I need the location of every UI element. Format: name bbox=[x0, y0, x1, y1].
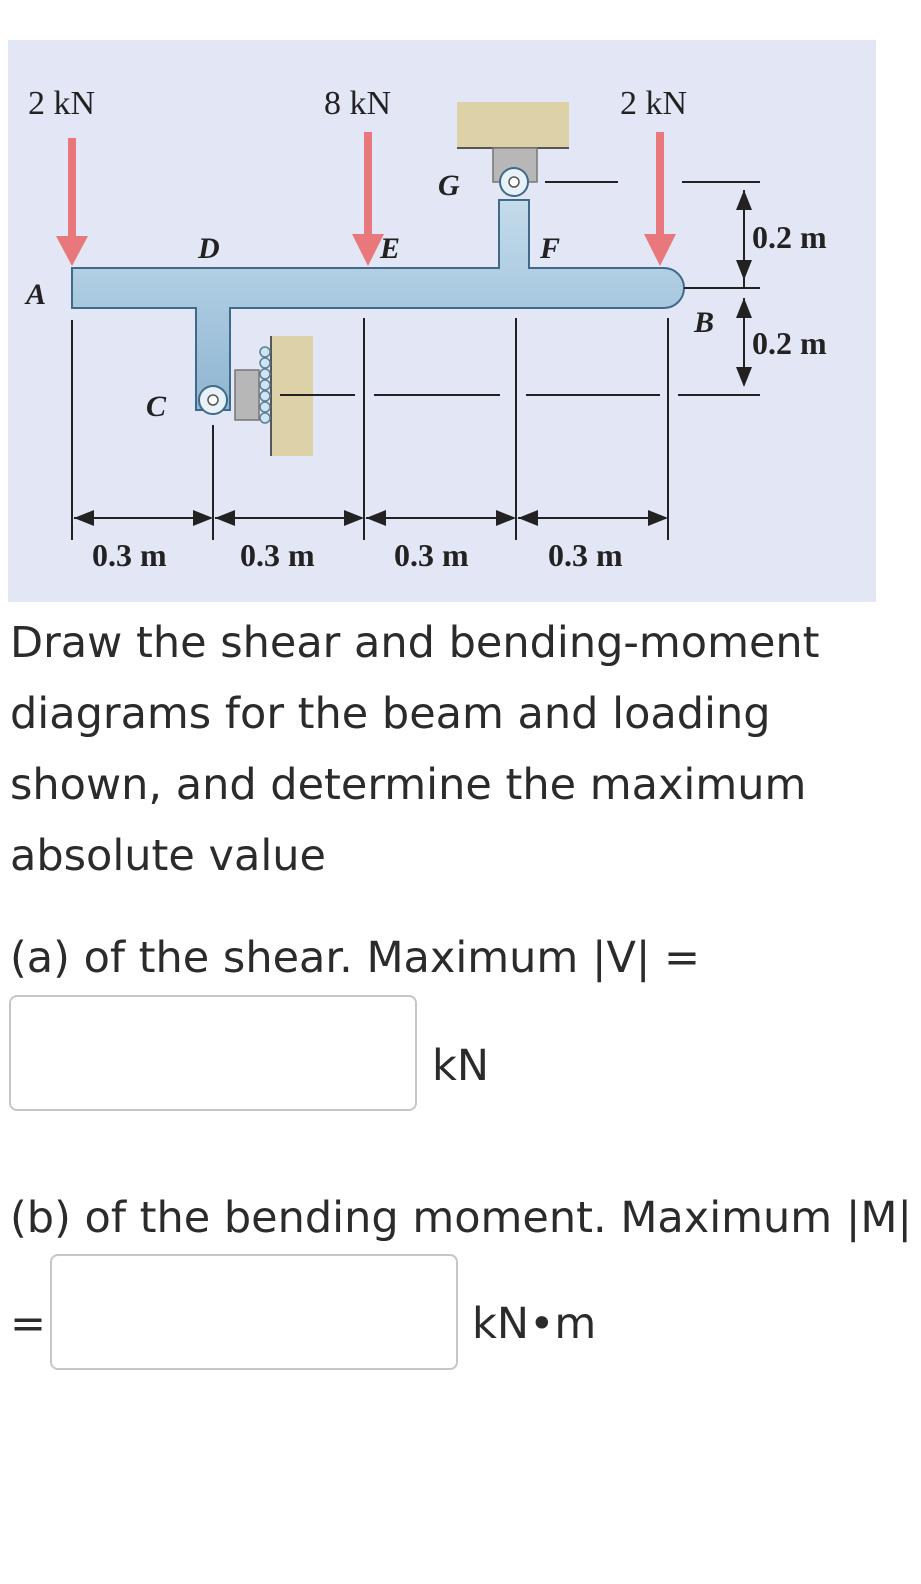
part-a-label: (a) of the shear. Maximum |V| = bbox=[10, 933, 701, 983]
load-middle-label: 8 kN bbox=[324, 85, 392, 122]
point-g-label: G bbox=[438, 169, 460, 202]
load-left-label: 2 kN bbox=[28, 85, 96, 122]
point-a-label: A bbox=[26, 278, 47, 311]
point-c-label: C bbox=[146, 390, 167, 423]
load-right-label: 2 kN bbox=[620, 85, 688, 122]
dim-vertical-bottom: 0.2 m bbox=[752, 325, 827, 361]
dim-span-4: 0.3 m bbox=[548, 537, 623, 573]
top-support bbox=[457, 102, 569, 148]
point-e-label: E bbox=[380, 232, 401, 265]
load-arrow-left bbox=[56, 138, 88, 266]
beam bbox=[72, 200, 684, 410]
roller-icon bbox=[260, 347, 270, 423]
point-f-label: F bbox=[540, 232, 561, 265]
dim-span-3: 0.3 m bbox=[394, 537, 469, 573]
beam-figure bbox=[8, 40, 876, 602]
equals-sign: = bbox=[10, 1299, 47, 1349]
beam-diagram bbox=[8, 40, 876, 602]
moment-unit: kN•m bbox=[472, 1299, 597, 1349]
point-d-label: D bbox=[198, 232, 220, 265]
point-b-label: B bbox=[694, 306, 715, 339]
moment-answer-input[interactable] bbox=[50, 1254, 458, 1370]
part-b-label: (b) of the bending moment. Maximum |M| bbox=[10, 1193, 912, 1243]
problem-statement: Draw the shear and bending-moment diagrams for the beam and loading shown, and determine the maximum absolute value bbox=[10, 618, 820, 881]
dim-vertical-top: 0.2 m bbox=[752, 219, 827, 255]
dim-span-1: 0.3 m bbox=[92, 537, 167, 573]
shear-answer-input[interactable] bbox=[9, 995, 417, 1111]
dim-span-2: 0.3 m bbox=[240, 537, 315, 573]
shear-unit: kN bbox=[432, 1041, 490, 1091]
load-arrow-right bbox=[644, 132, 676, 266]
